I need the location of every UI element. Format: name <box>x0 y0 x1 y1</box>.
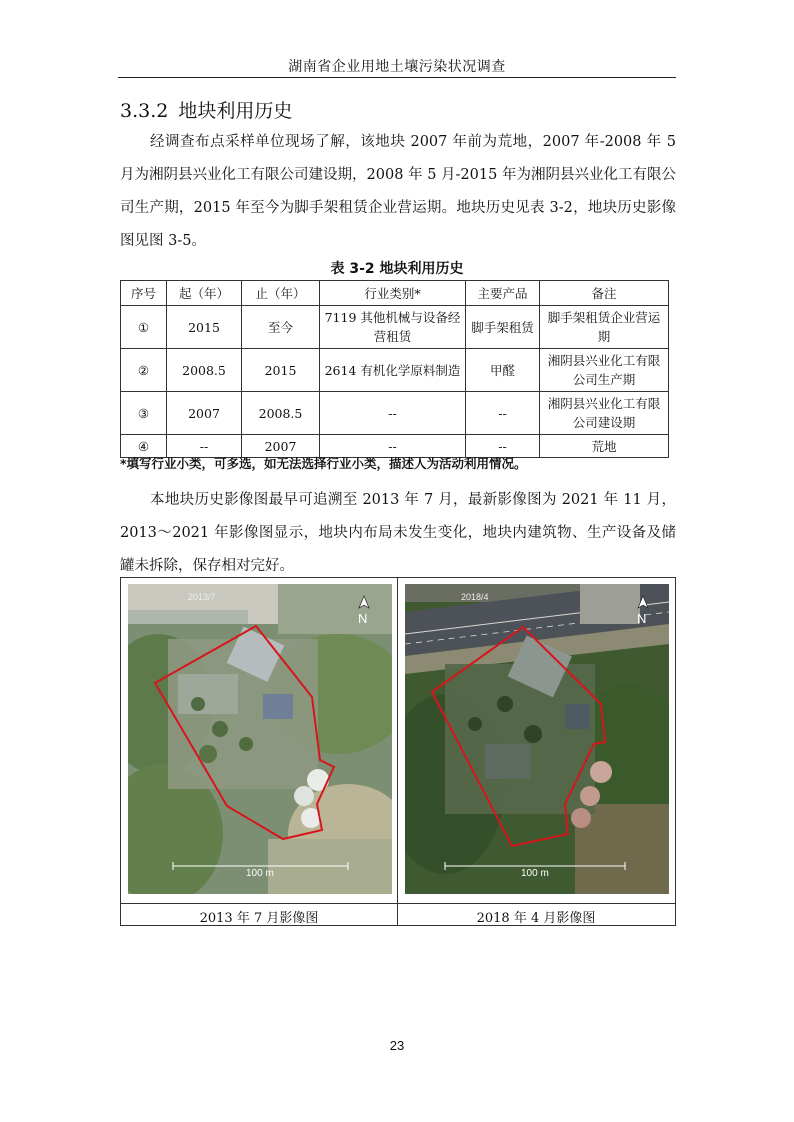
section-number: 3.3.2 <box>120 100 169 122</box>
header-cell: 主要产品 <box>466 281 540 306</box>
table-cell: -- <box>466 392 540 435</box>
section-heading <box>120 96 292 123</box>
table-cell: ④ <box>121 435 167 458</box>
scale-bar-label: 100 m <box>246 868 274 879</box>
table-cell: 脚手架租赁 <box>466 306 540 349</box>
satellite-image-2018-graphic <box>405 584 669 894</box>
section-title: 地块利用历史 <box>178 100 293 122</box>
table-cell: ③ <box>121 392 167 435</box>
table-cell: 2614 有机化学原料制造 <box>320 349 466 392</box>
header-cell: 序号 <box>121 281 167 306</box>
header-cell: 起（年） <box>167 281 242 306</box>
figure-column-divider <box>397 578 398 925</box>
table-cell: 湘阴县兴业化工有限公司生产期 <box>540 349 669 392</box>
running-header: 湖南省企业用地土壤污染状况调查 <box>288 59 506 75</box>
header-divider <box>118 77 676 78</box>
figure-caption-2018: 2018 年 4 月影像图 <box>476 911 596 926</box>
historical-imagery-figure <box>120 577 676 926</box>
table-cell: 甲醛 <box>466 349 540 392</box>
header-cell: 行业类别* <box>320 281 466 306</box>
table-cell: 脚手架租赁企业营运期 <box>540 306 669 349</box>
table-cell: -- <box>167 435 242 458</box>
table-cell: -- <box>320 435 466 458</box>
satellite-image-2013 <box>128 584 392 894</box>
table-cell: 荒地 <box>540 435 669 458</box>
table-cell: 至今 <box>242 306 320 349</box>
table-cell: 2008.5 <box>242 392 320 435</box>
intro-paragraph: 经调查布点采样单位现场了解，该地块 2007 年前为荒地，2007 年-2008 年 5 月为湘阴县兴业化工有限公司建设期，2008 年 5 月-2015 年为湘阴县兴业化工有限公司生产期，2015 年至今为脚手架租赁企业营运期。地块历史见表 3-2，地块历史影像图见图 3-5。 <box>120 134 676 249</box>
table-cell: -- <box>466 435 540 458</box>
scale-bar-label: 100 m <box>521 868 549 879</box>
image-date-label: 2013/7 <box>188 592 216 602</box>
table-cell: ② <box>121 349 167 392</box>
table-header-row <box>121 281 669 306</box>
satellite-image-2013-graphic <box>128 584 392 894</box>
table-row <box>121 306 669 349</box>
table-cell: 2015 <box>242 349 320 392</box>
north-arrow-icon: N <box>358 611 368 626</box>
table-cell: 2007 <box>242 435 320 458</box>
table-row <box>121 392 669 435</box>
table-cell: 2015 <box>167 306 242 349</box>
satellite-image-2018 <box>405 584 669 894</box>
page-number: 23 <box>389 1038 405 1053</box>
table-row <box>121 349 669 392</box>
table-caption: 表 3-2 地块利用历史 <box>330 261 464 277</box>
table-cell: -- <box>320 392 466 435</box>
imagery-paragraph: 本地块历史影像图最早可追溯至 2013 年 7 月，最新影像图为 2021 年 11 月，2013～2021 年影像图显示，地块内布局未发生变化，地块内建筑物、生产设备及储罐未拆除，保存相对完好。 <box>120 492 676 574</box>
table-cell: 湘阴县兴业化工有限公司建设期 <box>540 392 669 435</box>
image-date-label: 2018/4 <box>461 592 489 602</box>
land-use-history-table <box>120 280 669 458</box>
table-cell: 7119 其他机械与设备经营租赁 <box>320 306 466 349</box>
table-footnote: *填写行业小类，可多选，如无法选择行业小类，描述人为活动利用情况。 <box>120 456 527 471</box>
figure-caption-2013: 2013 年 7 月影像图 <box>199 911 319 926</box>
figure-row-divider <box>121 903 675 904</box>
table-cell: ① <box>121 306 167 349</box>
header-cell: 备注 <box>540 281 669 306</box>
north-arrow-icon: N <box>637 611 647 626</box>
header-cell: 止（年） <box>242 281 320 306</box>
table-cell: 2007 <box>167 392 242 435</box>
table-cell: 2008.5 <box>167 349 242 392</box>
